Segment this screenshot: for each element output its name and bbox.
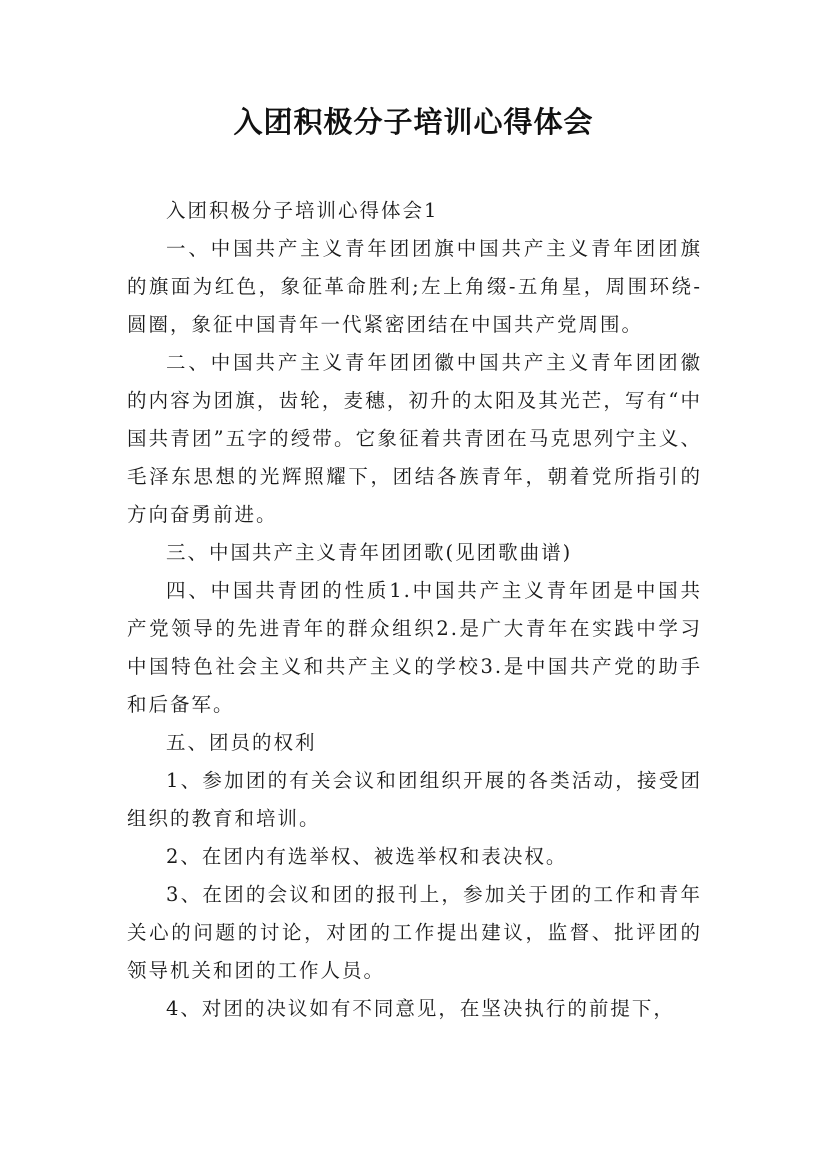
paragraph-right-3: 3、在团的会议和团的报刊上，参加关于团的工作和青年关心的问题的讨论，对团的工作提出建议，监督、批评团的领导机关和团的工作人员。 xyxy=(127,883,702,982)
document-body xyxy=(127,192,702,1028)
paragraph-right-1: 1、参加团的有关会议和团组织开展的各类活动，接受团组织的教育和培训。 xyxy=(127,769,702,830)
paragraph-league-nature: 四、中国共青团的性质1.中国共产主义青年团是中国共产党领导的先进青年的群众组织2.是广大青年在实践中学习中国特色社会主义和共产主义的学校3.是中国共产党的助手和后备军。 xyxy=(127,579,702,716)
paragraph-league-anthem: 三、中国共产主义青年团团歌(见团歌曲谱) xyxy=(166,541,573,564)
paragraph-heading: 入团积极分子培训心得体会1 xyxy=(166,199,439,222)
paragraph-league-flag: 一、中国共产主义青年团团旗中国共产主义青年团团旗的旗面为红色，象征革命胜利;左上角缀-五角星，周围环绕-圆圈，象征中国青年一代紧密团结在中国共产党周围。 xyxy=(127,237,702,336)
paragraph-member-rights-heading: 五、团员的权利 xyxy=(166,731,317,754)
document-title: 入团积极分子培训心得体会 xyxy=(233,105,594,139)
paragraph-right-2: 2、在团内有选举权、被选举权和表决权。 xyxy=(166,845,568,868)
paragraph-right-4: 4、对团的决议如有不同意见，在坚决执行的前提下， xyxy=(166,997,675,1020)
paragraph-league-emblem: 二、中国共产主义青年团团徽中国共产主义青年团团徽的内容为团旗，齿轮，麦穗，初升的太阳及其光芒，写有“中国共青团”五字的绶带。它象征着共青团在马克思列宁主义、毛泽东思想的光辉照耀下，团结各族青年，朝着党所指引的方向奋勇前进。 xyxy=(127,351,702,526)
